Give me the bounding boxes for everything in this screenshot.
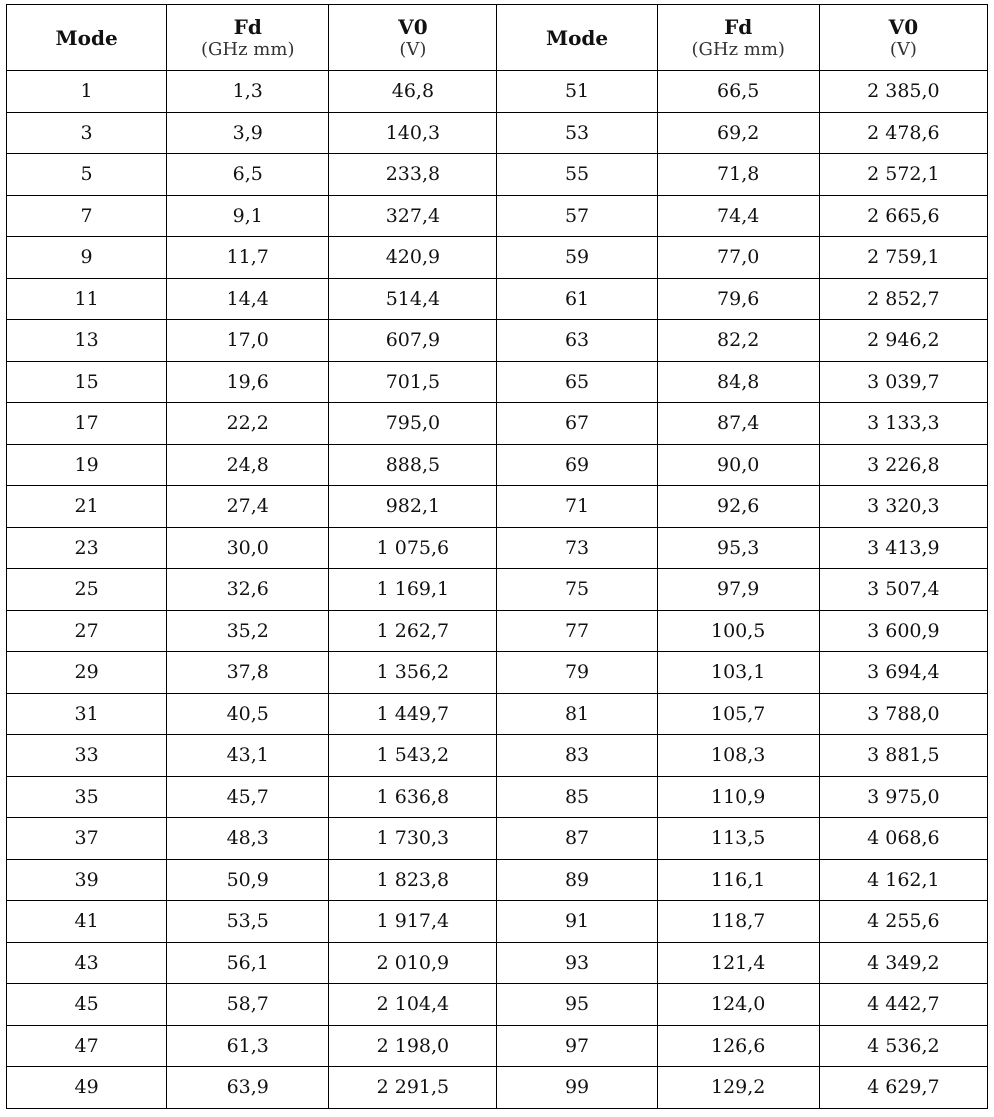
mode-cell: 85 — [497, 776, 657, 818]
table-row — [7, 444, 988, 486]
mode-cell: 15 — [7, 361, 167, 403]
mode-cell: 69 — [497, 444, 657, 486]
header-row — [7, 5, 988, 71]
v0-cell: 607,9 — [329, 320, 497, 362]
fd-cell: 79,6 — [657, 278, 819, 320]
v0-cell: 2 946,2 — [819, 320, 987, 362]
table-row — [7, 527, 988, 569]
v0-cell: 1 543,2 — [329, 735, 497, 777]
mode-cell: 41 — [7, 901, 167, 943]
fd-cell: 105,7 — [657, 693, 819, 735]
header-unit: (GHz mm) — [201, 38, 295, 60]
mode-cell: 35 — [7, 776, 167, 818]
fd-cell: 87,4 — [657, 403, 819, 445]
v0-cell: 3 788,0 — [819, 693, 987, 735]
fd-cell: 32,6 — [167, 569, 329, 611]
v0-cell: 4 068,6 — [819, 818, 987, 860]
fd-cell: 63,9 — [167, 1067, 329, 1109]
v0-cell: 3 133,3 — [819, 403, 987, 445]
table-row — [7, 1025, 988, 1067]
mode-cell: 21 — [7, 486, 167, 528]
header-fd-right — [657, 5, 819, 71]
header-label: Mode — [545, 25, 609, 50]
mode-cell: 93 — [497, 942, 657, 984]
fd-cell: 11,7 — [167, 237, 329, 279]
fd-cell: 61,3 — [167, 1025, 329, 1067]
v0-cell: 2 198,0 — [329, 1025, 497, 1067]
fd-cell: 53,5 — [167, 901, 329, 943]
fd-cell: 71,8 — [657, 154, 819, 196]
fd-cell: 1,3 — [167, 71, 329, 113]
fd-cell: 37,8 — [167, 652, 329, 694]
v0-cell: 1 730,3 — [329, 818, 497, 860]
v0-cell: 327,4 — [329, 195, 497, 237]
v0-cell: 233,8 — [329, 154, 497, 196]
mode-cell: 23 — [7, 527, 167, 569]
v0-cell: 3 226,8 — [819, 444, 987, 486]
header-label: V0 — [398, 14, 428, 39]
mode-cell: 63 — [497, 320, 657, 362]
mode-cell: 79 — [497, 652, 657, 694]
fd-cell: 22,2 — [167, 403, 329, 445]
mode-cell: 19 — [7, 444, 167, 486]
fd-cell: 97,9 — [657, 569, 819, 611]
header-unit: (V) — [399, 38, 427, 60]
table-row — [7, 693, 988, 735]
fd-cell: 69,2 — [657, 112, 819, 154]
mode-cell: 73 — [497, 527, 657, 569]
v0-cell: 1 075,6 — [329, 527, 497, 569]
table-row — [7, 610, 988, 652]
table-row — [7, 942, 988, 984]
mode-cell: 33 — [7, 735, 167, 777]
v0-cell: 2 759,1 — [819, 237, 987, 279]
fd-cell: 84,8 — [657, 361, 819, 403]
v0-cell: 1 636,8 — [329, 776, 497, 818]
mode-cell: 17 — [7, 403, 167, 445]
table-row — [7, 112, 988, 154]
mode-cell: 31 — [7, 693, 167, 735]
v0-cell: 3 881,5 — [819, 735, 987, 777]
v0-cell: 3 600,9 — [819, 610, 987, 652]
header-label: Fd — [724, 14, 753, 39]
table-row — [7, 278, 988, 320]
mode-cell: 91 — [497, 901, 657, 943]
v0-cell: 888,5 — [329, 444, 497, 486]
v0-cell: 1 356,2 — [329, 652, 497, 694]
v0-cell: 4 255,6 — [819, 901, 987, 943]
mode-cell: 3 — [7, 112, 167, 154]
v0-cell: 514,4 — [329, 278, 497, 320]
fd-cell: 17,0 — [167, 320, 329, 362]
v0-cell: 2 852,7 — [819, 278, 987, 320]
v0-cell: 2 385,0 — [819, 71, 987, 113]
v0-cell: 4 162,1 — [819, 859, 987, 901]
table-row — [7, 237, 988, 279]
mode-cell: 49 — [7, 1067, 167, 1109]
mode-cell: 95 — [497, 984, 657, 1026]
mode-cell: 9 — [7, 237, 167, 279]
fd-cell: 118,7 — [657, 901, 819, 943]
v0-cell: 1 169,1 — [329, 569, 497, 611]
fd-cell: 113,5 — [657, 818, 819, 860]
fd-cell: 6,5 — [167, 154, 329, 196]
fd-cell: 58,7 — [167, 984, 329, 1026]
v0-cell: 2 478,6 — [819, 112, 987, 154]
fd-cell: 100,5 — [657, 610, 819, 652]
v0-cell: 4 536,2 — [819, 1025, 987, 1067]
fd-cell: 74,4 — [657, 195, 819, 237]
header-v0-right — [819, 5, 987, 71]
fd-cell: 108,3 — [657, 735, 819, 777]
mode-cell: 47 — [7, 1025, 167, 1067]
table-row — [7, 776, 988, 818]
table-body — [7, 71, 988, 1109]
v0-cell: 1 823,8 — [329, 859, 497, 901]
fd-cell: 45,7 — [167, 776, 329, 818]
fd-cell: 126,6 — [657, 1025, 819, 1067]
v0-cell: 3 320,3 — [819, 486, 987, 528]
v0-cell: 140,3 — [329, 112, 497, 154]
fd-cell: 9,1 — [167, 195, 329, 237]
table-row — [7, 984, 988, 1026]
fd-cell: 90,0 — [657, 444, 819, 486]
mode-cell: 5 — [7, 154, 167, 196]
mode-cell: 51 — [497, 71, 657, 113]
mode-cell: 29 — [7, 652, 167, 694]
fd-cell: 129,2 — [657, 1067, 819, 1109]
v0-cell: 1 917,4 — [329, 901, 497, 943]
table-row — [7, 859, 988, 901]
table-row — [7, 486, 988, 528]
mode-cell: 11 — [7, 278, 167, 320]
fd-cell: 30,0 — [167, 527, 329, 569]
fd-cell: 121,4 — [657, 942, 819, 984]
fd-cell: 66,5 — [657, 71, 819, 113]
table-row — [7, 901, 988, 943]
mode-cell: 43 — [7, 942, 167, 984]
fd-cell: 35,2 — [167, 610, 329, 652]
header-mode-right — [497, 5, 657, 71]
fd-cell: 48,3 — [167, 818, 329, 860]
fd-cell: 110,9 — [657, 776, 819, 818]
mode-cell: 25 — [7, 569, 167, 611]
fd-cell: 116,1 — [657, 859, 819, 901]
v0-cell: 3 507,4 — [819, 569, 987, 611]
mode-cell: 67 — [497, 403, 657, 445]
fd-cell: 92,6 — [657, 486, 819, 528]
v0-cell: 420,9 — [329, 237, 497, 279]
mode-cell: 75 — [497, 569, 657, 611]
mode-cell: 27 — [7, 610, 167, 652]
mode-cell: 65 — [497, 361, 657, 403]
header-mode-left — [7, 5, 167, 71]
fd-cell: 103,1 — [657, 652, 819, 694]
fd-cell: 77,0 — [657, 237, 819, 279]
header-v0-left — [329, 5, 497, 71]
mode-cell: 59 — [497, 237, 657, 279]
table-row — [7, 154, 988, 196]
v0-cell: 4 349,2 — [819, 942, 987, 984]
mode-cell: 87 — [497, 818, 657, 860]
v0-cell: 982,1 — [329, 486, 497, 528]
fd-cell: 24,8 — [167, 444, 329, 486]
v0-cell: 2 665,6 — [819, 195, 987, 237]
fd-cell: 43,1 — [167, 735, 329, 777]
mode-cell: 57 — [497, 195, 657, 237]
header-label: V0 — [888, 14, 919, 39]
v0-cell: 2 291,5 — [329, 1067, 497, 1109]
mode-cell: 53 — [497, 112, 657, 154]
header-unit: (V) — [889, 38, 917, 60]
v0-cell: 2 104,4 — [329, 984, 497, 1026]
fd-cell: 19,6 — [167, 361, 329, 403]
header-fd-left — [167, 5, 329, 71]
fd-cell: 14,4 — [167, 278, 329, 320]
v0-cell: 4 629,7 — [819, 1067, 987, 1109]
mode-cell: 99 — [497, 1067, 657, 1109]
mode-cell: 7 — [7, 195, 167, 237]
fd-cell: 50,9 — [167, 859, 329, 901]
fd-cell: 40,5 — [167, 693, 329, 735]
v0-cell: 3 694,4 — [819, 652, 987, 694]
table-row — [7, 1067, 988, 1109]
v0-cell: 3 039,7 — [819, 361, 987, 403]
fd-cell: 124,0 — [657, 984, 819, 1026]
v0-cell: 1 262,7 — [329, 610, 497, 652]
mode-cell: 61 — [497, 278, 657, 320]
fd-cell: 56,1 — [167, 942, 329, 984]
v0-cell: 46,8 — [329, 71, 497, 113]
v0-cell: 3 413,9 — [819, 527, 987, 569]
table-row — [7, 71, 988, 113]
v0-cell: 3 975,0 — [819, 776, 987, 818]
v0-cell: 701,5 — [329, 361, 497, 403]
mode-cell: 97 — [497, 1025, 657, 1067]
mode-cell: 89 — [497, 859, 657, 901]
v0-cell: 795,0 — [329, 403, 497, 445]
table-row — [7, 320, 988, 362]
v0-cell: 4 442,7 — [819, 984, 987, 1026]
mode-cell: 83 — [497, 735, 657, 777]
fd-cell: 95,3 — [657, 527, 819, 569]
table-row — [7, 195, 988, 237]
table-row — [7, 735, 988, 777]
mode-cell: 1 — [7, 71, 167, 113]
table-row — [7, 569, 988, 611]
mode-cell: 39 — [7, 859, 167, 901]
header-label: Mode — [55, 25, 118, 50]
table-row — [7, 403, 988, 445]
table-row — [7, 818, 988, 860]
header-label: Fd — [233, 14, 262, 39]
mode-cell: 13 — [7, 320, 167, 362]
fd-cell: 82,2 — [657, 320, 819, 362]
table-row — [7, 361, 988, 403]
header-unit: (GHz mm) — [691, 38, 785, 60]
mode-cell: 55 — [497, 154, 657, 196]
v0-cell: 1 449,7 — [329, 693, 497, 735]
fd-cell: 3,9 — [167, 112, 329, 154]
fd-cell: 27,4 — [167, 486, 329, 528]
mode-table — [6, 4, 988, 1109]
mode-cell: 45 — [7, 984, 167, 1026]
v0-cell: 2 010,9 — [329, 942, 497, 984]
mode-cell: 71 — [497, 486, 657, 528]
table-row — [7, 652, 988, 694]
mode-cell: 37 — [7, 818, 167, 860]
mode-cell: 77 — [497, 610, 657, 652]
mode-cell: 81 — [497, 693, 657, 735]
v0-cell: 2 572,1 — [819, 154, 987, 196]
